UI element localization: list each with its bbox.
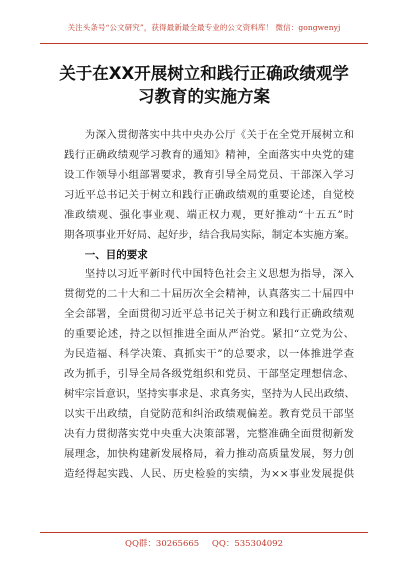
footer-qq: QQ：535304092 — [211, 539, 283, 549]
intro-line: 准政绩观、强化事业观、端正权力观，更好推动“十五五”时 — [64, 208, 354, 221]
section1-line: 造经得起实践、人民、历史检验的实绩，为××事业发展提供 — [64, 467, 354, 480]
section1-line: 全会部署，全面贯彻习近平总书记关于树立和践行正确政绩观 — [64, 308, 354, 321]
footer-divider — [40, 532, 368, 533]
section1-line: 决有力贯彻落实党中央重大决策部署，完整准确全面贯彻新发 — [64, 427, 354, 440]
section1-line: 贯彻党的二十大和二十届历次全会精神，认真落实二十届四中 — [64, 288, 354, 301]
section-heading: 一、目的要求 — [84, 249, 148, 262]
intro-paragraph — [64, 126, 354, 245]
footer-qq-group: QQ群：30265665 — [124, 539, 200, 549]
intro-line: 为深入贯彻落实中共中央办公厅《关于在全党开展树立和 — [84, 129, 354, 141]
section1-line: 树牢宗旨意识，坚持实事求是、求真务实，坚持为人民出政绩、 — [64, 387, 355, 400]
document-body — [64, 126, 354, 484]
section1-paragraph — [64, 265, 354, 484]
intro-line: 期各项事业开好局、起好步，结合我局实际，制定本实施方案。 — [64, 228, 355, 241]
section1-line: 为民造福、科学决策、真抓实干”的总要求，以一体推进学查 — [64, 348, 354, 361]
section1-line: 改为抓手，引导全局各级党组织和党员、干部坚定理想信念、 — [64, 367, 354, 380]
header-banner: 关注头条号“公文研究”，获得最新最全最专业的公文资料库！ 微信：gongwenyj — [67, 23, 341, 32]
intro-line: 践行正确政绩观学习教育的通知》精神，全面落实中央党的建 — [64, 148, 354, 161]
section1-line: 的重要论述，持之以恒推进全面从严治党。紧扣“立党为公、 — [64, 328, 354, 341]
footer-contact — [0, 537, 408, 549]
intro-line: 设工作领导小组部署要求，教育引导全局党员、干部深入学习 — [64, 168, 354, 181]
document-title — [30, 62, 378, 108]
title-line-2: 习教育的实施方案 — [138, 87, 270, 106]
header-divider — [40, 43, 368, 44]
section1-line: 以实干出政绩，自觉防范和纠治政绩观偏差。教育党员干部坚 — [64, 407, 354, 420]
section1-line: 展理念，加快构建新发展格局，着力推动高质量发展，努力创 — [64, 447, 354, 460]
intro-line: 习近平总书记关于树立和践行正确政绩观的重要论述，自觉校 — [64, 188, 354, 201]
title-line-1: 关于在XX开展树立和践行正确政绩观学 — [59, 64, 349, 83]
section1-line: 坚持以习近平新时代中国特色社会主义思想为指导，深入 — [84, 268, 354, 281]
